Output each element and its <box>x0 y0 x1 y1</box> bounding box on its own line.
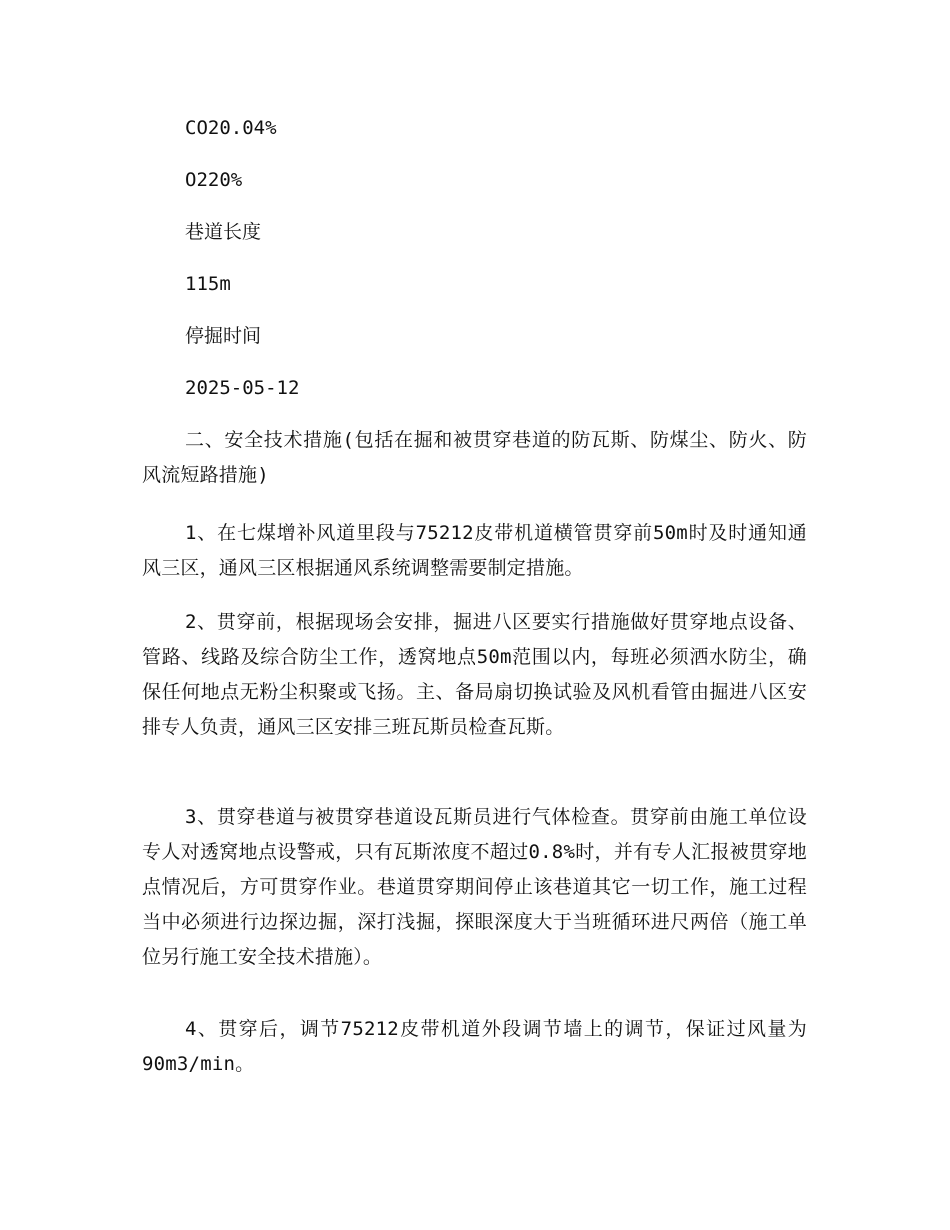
o2-reading: O220% <box>185 169 243 191</box>
roadway-length-label: 巷道长度 <box>185 221 262 243</box>
measure-paragraph-2: 2、贯穿前，根据现场会安排，掘进八区要实行措施做好贯穿地点设备、管路、线路及综合防尘工作，透窝地点50m范围以内，每班必须洒水防尘，确保任何地点无粉尘积聚或飞扬。主、备局扇切换试验及风机看管由掘进八区安排专人负责，通风三区安排三班瓦斯员检查瓦斯。 <box>142 611 807 738</box>
measure-paragraph-1: 1、在七煤增补风道里段与75212皮带机道横管贯穿前50m时及时通知通风三区，通风三区根据通风系统调整需要制定措施。 <box>142 522 807 579</box>
co2-reading: CO20.04% <box>185 117 277 139</box>
roadway-length-value: 115m <box>185 273 231 295</box>
stop-time-value: 2025-05-12 <box>185 377 300 399</box>
measure-paragraph-4: 4、贯穿后，调节75212皮带机道外段调节墙上的调节，保证过风量为90m3/min。 <box>142 1018 807 1075</box>
section-heading-safety-measures: 二、安全技术措施(包括在掘和被贯穿巷道的防瓦斯、防煤尘、防火、防风流短路措施) <box>142 429 807 486</box>
stop-time-label: 停掘时间 <box>185 325 262 347</box>
measure-paragraph-3: 3、贯穿巷道与被贯穿巷道设瓦斯员进行气体检查。贯穿前由施工单位设专人对透窝地点设警戒，只有瓦斯浓度不超过0.8%时，并有专人汇报被贯穿地点情况后，方可贯穿作业。巷道贯穿期间停止该巷道其它一切工作，施工过程当中必须进行边探边掘，深打浅掘，探眼深度大于当班循环进尺两倍（施工单位另行施工安全技术措施）。 <box>142 806 807 968</box>
